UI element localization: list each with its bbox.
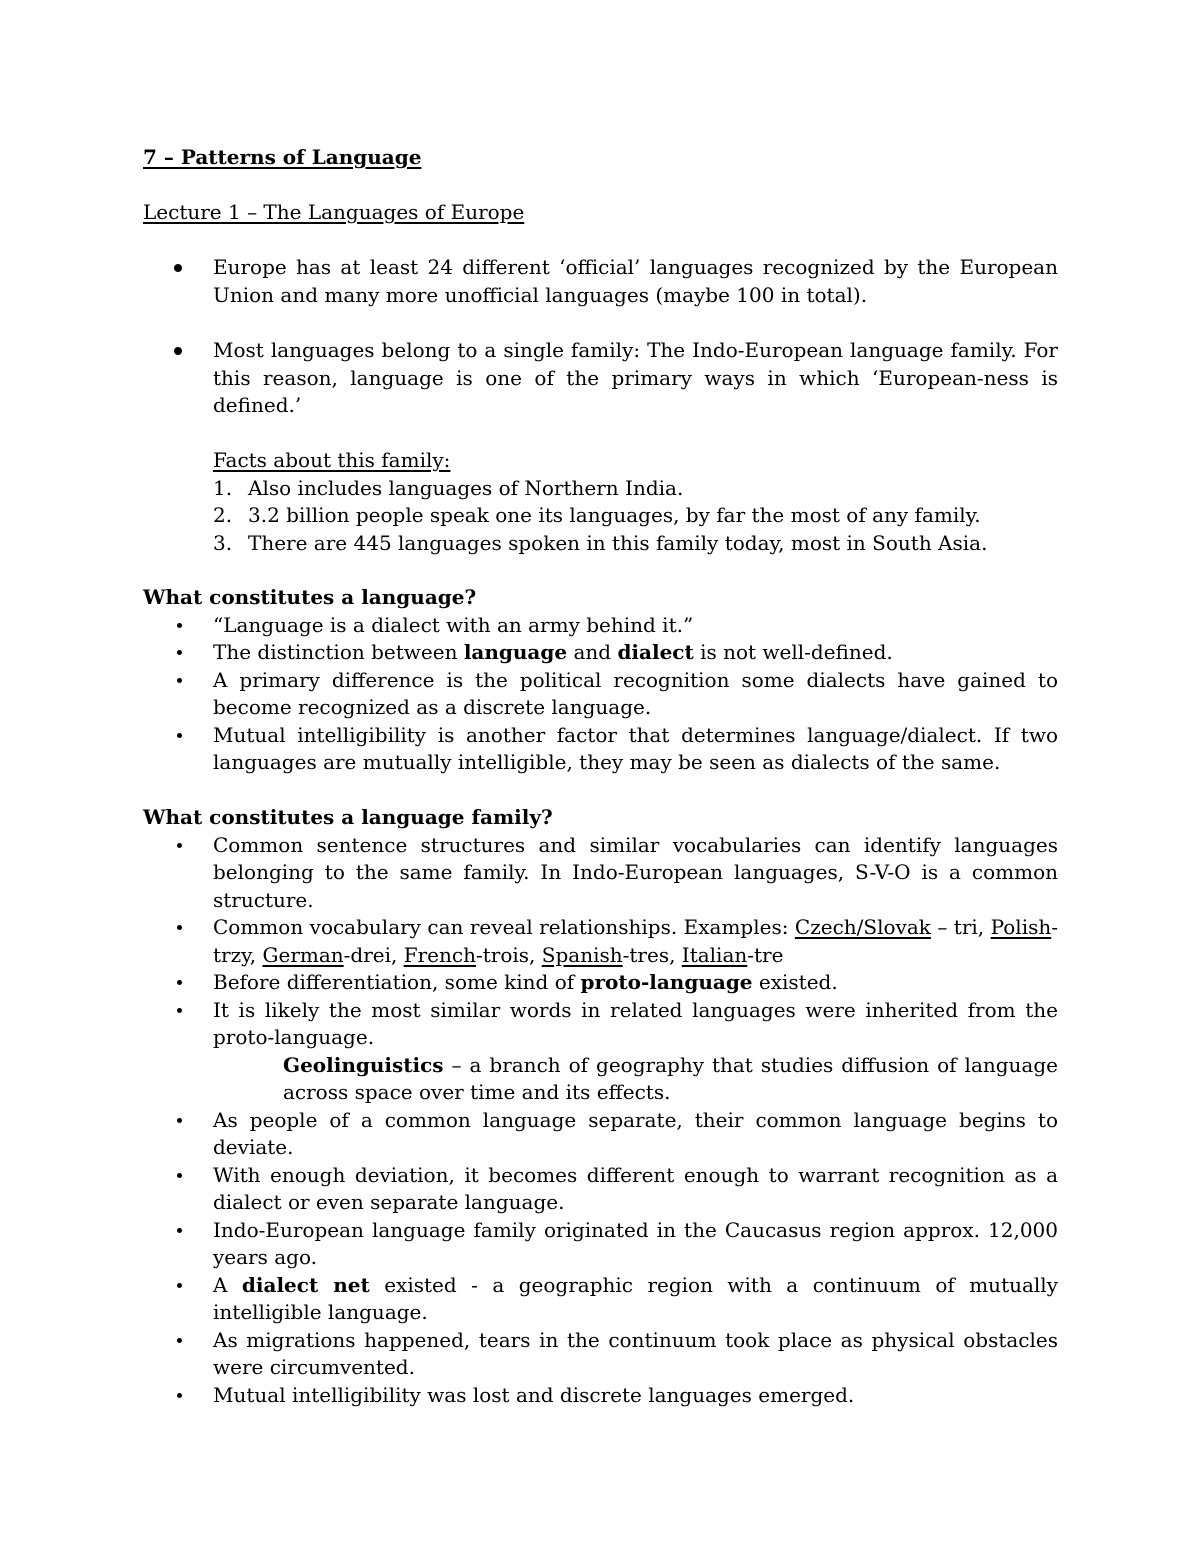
lecture-text: Lecture 1 – The Languages of Europe: [143, 200, 525, 224]
list-item: It is likely the most similar words in related languages were inherited from the proto-language.: [143, 997, 1058, 1052]
list-item: “Language is a dialect with an army behind it.”: [143, 612, 1058, 640]
list-item: Most languages belong to a single family: The Indo-European language family. For this reason, language is one of the primary ways in which ‘European-ness is defined.’: [143, 337, 1058, 420]
bullet-icon: [177, 650, 182, 655]
list-item: 2. 3.2 billion people speak one its languages, by far the most of any family.: [213, 503, 981, 527]
section-list: [143, 832, 1058, 1052]
definition-geolinguistics: Geolinguistics – a branch of geography that studies diffusion of language across space over time and its effects.: [283, 1052, 1058, 1104]
intro-list: [143, 254, 1058, 309]
bullet-icon: [177, 1228, 182, 1233]
bullet-icon: [177, 980, 182, 985]
list-item: As migrations happened, tears in the continuum took place as physical obstacles were circumvented.: [143, 1327, 1058, 1382]
list-item: With enough deviation, it becomes different enough to warrant recognition as a dialect or even separate language.: [143, 1162, 1058, 1217]
bullet-icon: [174, 264, 182, 272]
lecture-heading: [143, 199, 1058, 227]
section-heading: What constitutes a language?: [143, 585, 477, 609]
list-item: Common vocabulary can reveal relationships. Examples: Czech/Slovak – tri, Polish-trzy, German-drei, French-trois, Spanish-tres, Italian-tre: [143, 914, 1058, 969]
list-item: Europe has at least 24 different ‘official’ languages recognized by the European Union and many more unofficial languages (maybe 100 in total).: [143, 254, 1058, 309]
bullet-icon: [177, 843, 182, 848]
bullet-icon: [177, 623, 182, 628]
list-item: As people of a common language separate, their common language begins to deviate.: [143, 1107, 1058, 1162]
title-text: 7 – Patterns of Language: [143, 145, 422, 169]
list-item: Indo-European language family originated in the Caucasus region approx. 12,000 years ago.: [143, 1217, 1058, 1272]
bullet-icon: [177, 1173, 182, 1178]
list-item: 1. Also includes languages of Northern India.: [213, 475, 684, 500]
section-language-family: [143, 804, 1058, 1409]
section-list: [143, 612, 1058, 777]
list-item: The distinction between language and dialect is not well-defined.: [143, 639, 1058, 667]
section-heading: What constitutes a language family?: [143, 805, 553, 829]
list-item: Mutual intelligibility was lost and discrete languages emerged.: [143, 1382, 1058, 1410]
page-title: [143, 144, 1058, 172]
bullet-icon: [177, 1118, 182, 1123]
bullet-icon: [177, 1008, 182, 1013]
list-item: A primary difference is the political recognition some dialects have gained to become recognized as a discrete language.: [143, 667, 1058, 722]
list-item: Mutual intelligibility is another factor that determines language/dialect. If two languages are mutually intelligible, they may be seen as dialects of the same.: [143, 722, 1058, 777]
bullet-icon: [177, 1283, 182, 1288]
list-item: Common sentence structures and similar vocabularies can identify languages belonging to the same family. In Indo-European languages, S-V-O is a common structure.: [143, 832, 1058, 915]
bullet-icon: [177, 678, 182, 683]
bullet-icon: [174, 347, 182, 355]
list-item: Before differentiation, some kind of proto-language existed.: [143, 969, 1058, 997]
facts-label: Facts about this family:: [213, 448, 451, 472]
intro-list-2: [143, 337, 1058, 420]
bullet-icon: [177, 1393, 182, 1398]
bullet-icon: [177, 925, 182, 930]
facts-list: [213, 475, 1058, 558]
section-language: [143, 584, 1058, 777]
bullet-icon: [177, 733, 182, 738]
list-item: A dialect net existed - a geographic region with a continuum of mutually intelligible language.: [143, 1272, 1058, 1327]
facts-block: [143, 447, 1058, 557]
bullet-icon: [177, 1338, 182, 1343]
list-item: 3. There are 445 languages spoken in this family today, most in South Asia.: [213, 530, 988, 555]
section-list-2: [143, 1107, 1058, 1410]
